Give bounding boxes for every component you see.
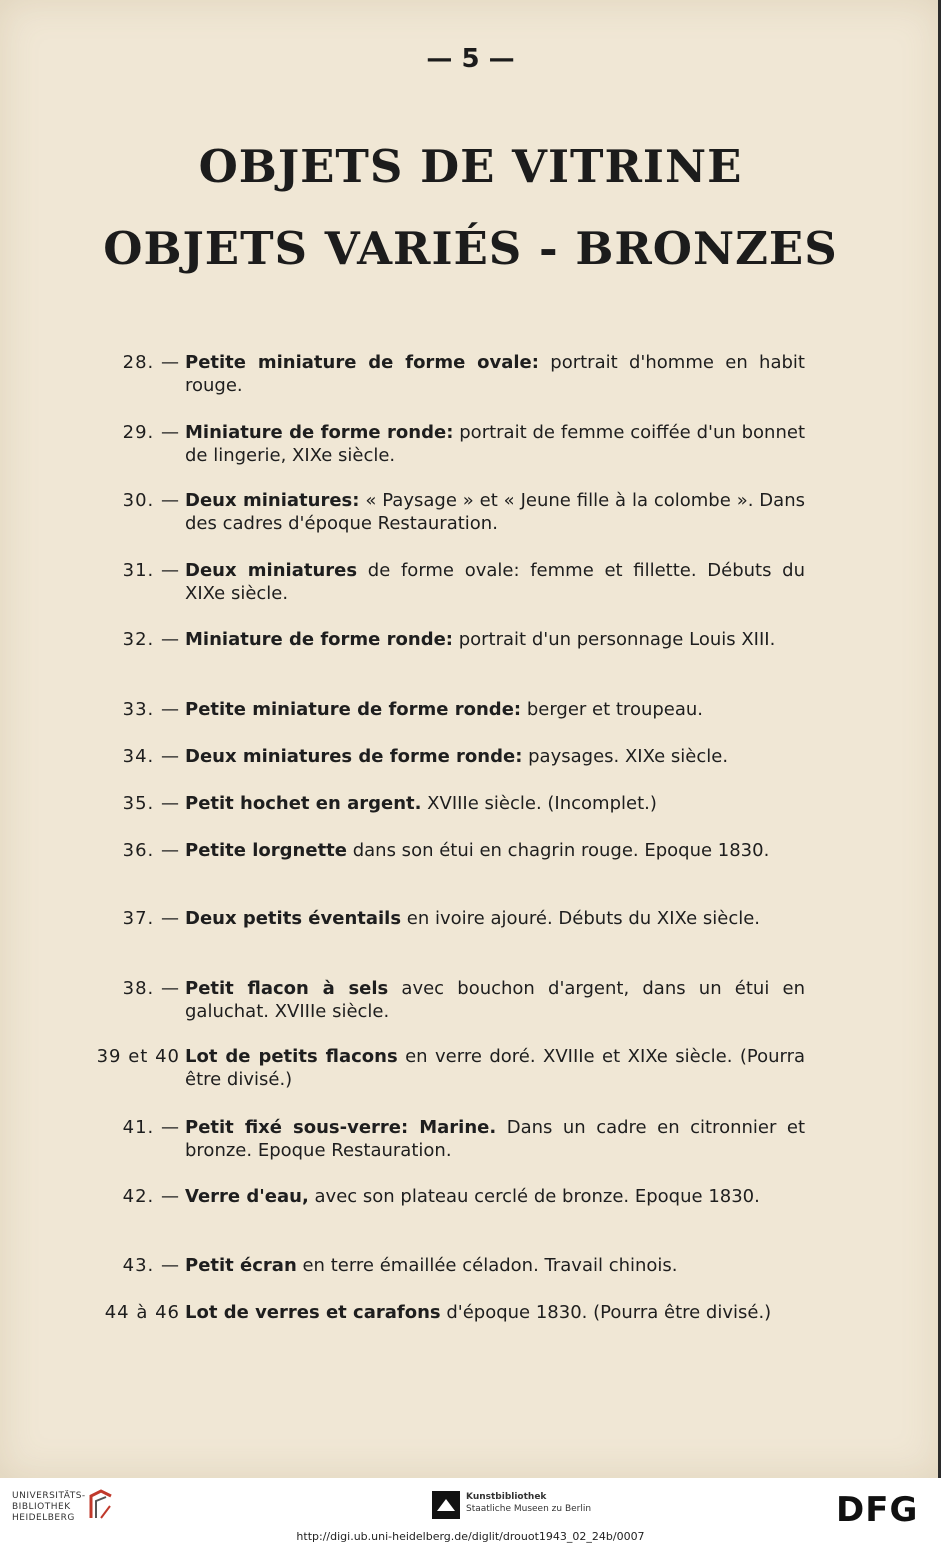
catalog-entry: [80, 977, 805, 1023]
lot-description: avec bouchon d'argent, dans un étui en galuchat. XVIIIe siècle.: [185, 978, 805, 1022]
lot-number: 34. —: [122, 746, 180, 767]
digitization-footer: [0, 1478, 941, 1547]
lot-number: 37. —: [122, 908, 180, 929]
lot-description: d'époque 1830. (Pourra être divisé.): [440, 1302, 772, 1323]
lot-title: Lot de verres et carafons: [185, 1302, 441, 1323]
lot-description: dans son étui en chagrin rouge. Epoque 1830.: [347, 840, 770, 861]
catalog-entry: [80, 1185, 805, 1208]
catalog-entry: [80, 1301, 805, 1324]
catalog-entry: [80, 351, 805, 397]
lot-description: portrait d'un personnage Louis XIII.: [453, 629, 776, 650]
page-number: — 5 —: [426, 44, 515, 74]
dfg-logo: DFG: [836, 1490, 919, 1530]
lot-description: XVIIIe siècle. (Incomplet.): [421, 793, 657, 814]
lot-number: 31. —: [122, 560, 180, 581]
catalog-entry: [80, 1045, 805, 1091]
catalog-entry: [80, 698, 805, 721]
lot-title: Petite lorgnette: [185, 840, 347, 861]
lot-title: Deux miniatures: [185, 560, 358, 581]
lot-title: Deux miniatures de forme ronde:: [185, 746, 523, 767]
lot-number: 42. —: [122, 1186, 180, 1207]
lot-number: 28. —: [122, 352, 180, 373]
lot-number: 39 et 40: [96, 1046, 180, 1067]
section-title: OBJETS DE VITRINE: [198, 140, 743, 193]
university-library-label: UNIVERSITÄTS- BIBLIOTHEK HEIDELBERG: [12, 1491, 86, 1523]
lot-number: 30. —: [122, 490, 180, 511]
lot-title: Petit hochet en argent.: [185, 793, 422, 814]
lot-description: de forme ovale: femme et fillette. Débuts du XIXe siècle.: [185, 560, 806, 604]
university-logo-icon: [88, 1488, 114, 1522]
lot-number: 38. —: [122, 978, 180, 999]
lot-number: 44 à 46: [104, 1302, 180, 1323]
lot-title: Lot de petits flacons: [185, 1046, 398, 1067]
lot-title: Petit écran: [185, 1255, 297, 1276]
lot-description: en verre doré. XVIIIe et XIXe siècle. (Pourra être divisé.): [185, 1046, 806, 1090]
lot-title: Petite miniature de forme ovale:: [185, 352, 539, 373]
lot-description: paysages. XIXe siècle.: [522, 746, 729, 767]
catalog-entry: [80, 628, 805, 651]
lot-title: Petite miniature de forme ronde:: [185, 699, 522, 720]
lot-description: en ivoire ajouré. Débuts du XIXe siècle.: [401, 908, 761, 929]
catalog-entry: [80, 907, 805, 930]
catalog-entry: [80, 489, 805, 535]
catalog-entry: [80, 745, 805, 768]
lot-description: Dans un cadre en citronnier et bronze. Epoque Restauration.: [185, 1117, 805, 1161]
catalog-entry: [80, 559, 805, 605]
lot-description: « Paysage » et « Jeune fille à la colombe ». Dans des cadres d'époque Restauration.: [185, 490, 805, 534]
lot-number: 29. —: [122, 422, 180, 443]
lot-number: 35. —: [122, 793, 180, 814]
lot-description: avec son plateau cerclé de bronze. Epoque 1830.: [308, 1186, 760, 1207]
catalog-entry: [80, 1254, 805, 1277]
lot-title: Miniature de forme ronde:: [185, 422, 454, 443]
lot-number: 33. —: [122, 699, 180, 720]
lot-number: 43. —: [122, 1255, 180, 1276]
lot-title: Miniature de forme ronde:: [185, 629, 453, 650]
lot-title: Deux petits éventails: [185, 908, 402, 929]
lot-number: 32. —: [122, 629, 180, 650]
lot-description: berger et troupeau.: [521, 699, 704, 720]
lot-title: Petit fixé sous-verre: Marine.: [185, 1117, 497, 1138]
lot-title: Verre d'eau,: [185, 1186, 309, 1207]
catalog-entry: [80, 421, 805, 467]
catalog-entry: [80, 839, 805, 862]
lot-title: Deux miniatures:: [185, 490, 360, 511]
catalog-entry: [80, 792, 805, 815]
section-subtitle: OBJETS VARIÉS - BRONZES: [103, 222, 838, 275]
lot-title: Petit flacon à sels: [185, 978, 389, 999]
lot-number: 36. —: [122, 840, 180, 861]
source-url-link[interactable]: http://digi.ub.uni-heidelberg.de/diglit/drouot1943_02_24b/0007: [296, 1530, 645, 1543]
lot-number: 41. —: [122, 1117, 180, 1138]
lot-description: portrait d'homme en habit rouge.: [185, 352, 805, 396]
kunstbibliothek-logo-icon: [432, 1491, 460, 1519]
lot-description: en terre émaillée céladon. Travail chinois.: [296, 1255, 678, 1276]
kunstbibliothek-label: Kunstbibliothek Staatliche Museen zu Berlin: [466, 1492, 592, 1514]
lot-description: portrait de femme coiffée d'un bonnet de lingerie, XIXe siècle.: [185, 422, 806, 466]
catalog-entry: [80, 1116, 805, 1162]
